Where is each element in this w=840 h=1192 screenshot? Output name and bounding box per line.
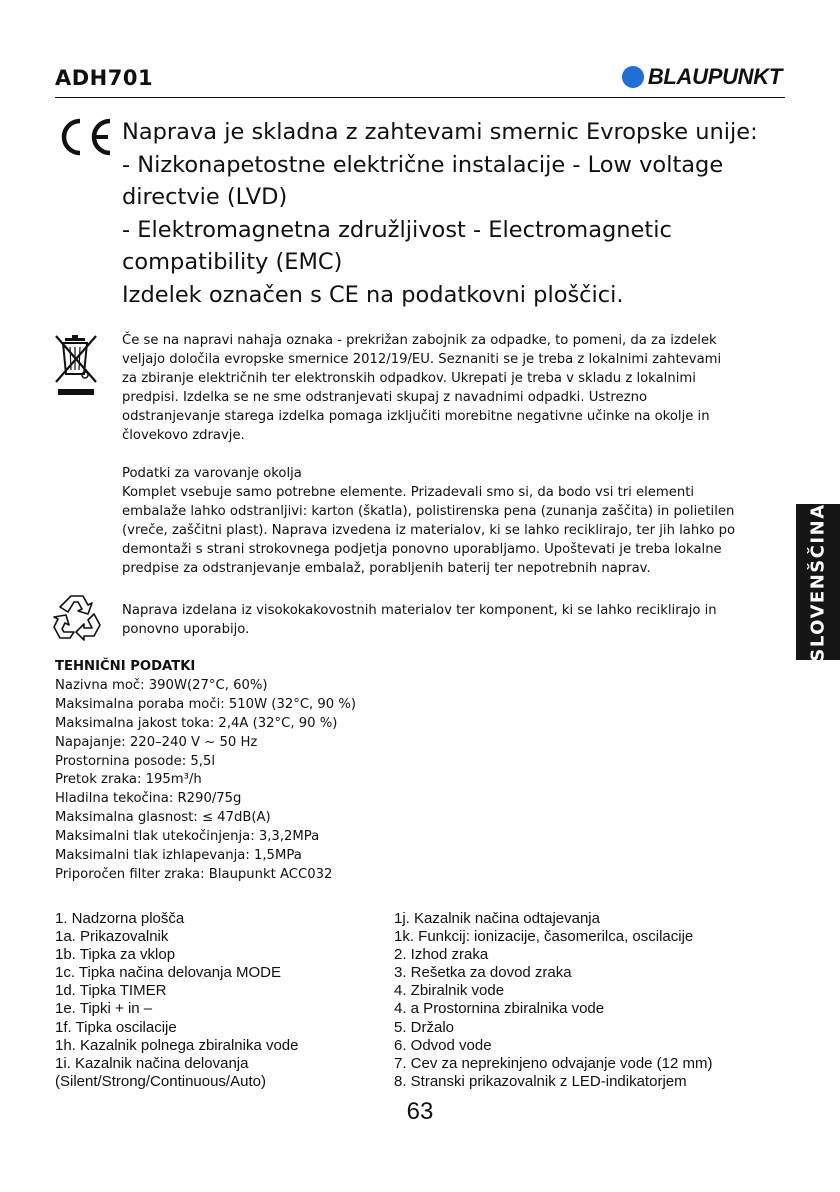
text-line: Podatki za varovanje okolja xyxy=(122,466,302,481)
language-tab-label: SLOVENŠČINA xyxy=(807,502,829,662)
spec-item: Hladilna tekočina: R290/75g xyxy=(55,791,242,807)
text-line: Komplet vsebuje samo potrebne elemente. Prizadevali smo si, da bodo vsi tri elementi xyxy=(122,484,695,500)
parts-list-left xyxy=(55,910,299,1091)
text-line: ponovno uporabijo. xyxy=(122,621,250,637)
parts-list-right xyxy=(394,910,713,1091)
header-divider xyxy=(55,97,785,98)
spec-item: Maksimalna glasnost: ≤ 47dB(A) xyxy=(55,810,271,826)
part-item: (Silent/Strong/Continuous/Auto) xyxy=(55,1072,266,1090)
ce-conformity-notice xyxy=(122,116,812,312)
environment-paragraph xyxy=(122,465,772,578)
spec-item: Maksimalna jakost toka: 2,4A (32°C, 90 %) xyxy=(55,715,338,731)
text-line: demontaži s strani strokovnega podjetja ponovno uporabljamo. Upoštevati je treba lokalne xyxy=(122,541,722,557)
part-item: 1a. Prikazovalnik xyxy=(55,928,169,946)
language-tab xyxy=(796,504,840,660)
part-item: 1k. Funkcij: ionizacije, časomerilca, oscilacije xyxy=(394,928,694,946)
part-item: 2. Izhod zraka xyxy=(394,946,489,964)
text-line: Naprava izdelana iz visokokakovostnih materialov ter komponent, ki se lahko reciklirajo in xyxy=(122,603,717,618)
crossed-bin-icon xyxy=(52,330,102,398)
part-item: 1i. Kazalnik načina delovanja xyxy=(55,1054,249,1072)
weee-paragraph xyxy=(122,332,772,445)
spec-item: Prostornina posode: 5,5l xyxy=(55,753,216,769)
part-item: 1e. Tipki + in – xyxy=(55,1000,153,1018)
ce-line: compatibility (EMC) xyxy=(122,249,343,276)
recycle-paragraph xyxy=(122,602,772,640)
text-line: predpisi. Izdelka se ne sme odstranjevati skupaj z navadnimi odpadki. Ustrezno xyxy=(122,389,648,405)
text-line: (vreče, zaščitni plast). Naprava izvedena iz materialov, ki se lahko reciklirajo, ter jih lahko po xyxy=(122,522,736,538)
text-line: predpise za odstranjevanje embalaž, porabljenih baterij ter nepotrebnih naprav. xyxy=(122,560,651,576)
text-line: odstranjevanje starega izdelka pomaga izključiti morebitne negativne učinke na okolje in xyxy=(122,408,710,424)
text-line: človekovo zdravje. xyxy=(122,427,245,443)
part-item: 1c. Tipka načina delovanja MODE xyxy=(55,964,281,982)
spec-item: Pretok zraka: 195m³/h xyxy=(55,772,202,788)
part-item: 4. Zbiralnik vode xyxy=(394,982,505,1000)
text-line: embalaže lahko odstranljivi: karton (škatla), polistirenska pena (zunanja zaščita) in polietilen xyxy=(122,503,735,519)
text-line: veljajo določila evropske smernice 2012/19/EU. Seznaniti se je treba z lokalnimi zahtevami xyxy=(122,351,722,367)
brand-dot-icon xyxy=(622,66,644,88)
brand-name: BLAUPUNKT xyxy=(647,64,782,89)
part-item: 1h. Kazalnik polnega zbiralnika vode xyxy=(55,1036,299,1054)
page-number: 63 xyxy=(406,1098,434,1125)
text-line: Če se na napravi nahaja oznaka - prekrižan zabojnik za odpadke, to pomeni, da za izdelek xyxy=(122,333,717,348)
part-item: 7. Cev za neprekinjeno odvajanje vode (12 mm) xyxy=(394,1054,713,1072)
specs-title: TEHNIČNI PODATKI xyxy=(55,659,196,674)
ce-line: Izdelek označen s CE na podatkovni ploščici. xyxy=(122,281,624,308)
spec-item: Maksimalna poraba moči: 510W (32°C, 90 %) xyxy=(55,696,357,712)
part-item: 1b. Tipka za vklop xyxy=(55,946,176,964)
part-item: 1. Nadzorna plošča xyxy=(55,910,185,927)
ce-line: Naprava je skladna z zahtevami smernic Evropske unije: xyxy=(122,119,758,145)
brand-logo xyxy=(622,64,782,90)
spec-item: Napajanje: 220–240 V ~ 50 Hz xyxy=(55,734,258,750)
spec-item: Maksimalni tlak izhlapevanja: 1,5MPa xyxy=(55,848,302,864)
spec-item: Maksimalni tlak utekočinjenja: 3,3,2MPa xyxy=(55,829,320,845)
ce-line: directvie (LVD) xyxy=(122,184,288,211)
text-line: za zbiranje električnih ter elektronskih odpadkov. Ukrepati je treba v skladu z lokalnimi xyxy=(122,370,696,386)
ce-line: - Elektromagnetna združljivost - Electromagnetic xyxy=(122,216,672,243)
ce-line: - Nizkonapetostne električne instalacije - Low voltage xyxy=(122,151,724,178)
part-item: 1d. Tipka TIMER xyxy=(55,982,167,1000)
part-item: 3. Rešetka za dovod zraka xyxy=(394,964,572,982)
ce-mark-icon xyxy=(52,117,114,157)
part-item: 4. a Prostornina zbiralnika vode xyxy=(394,1000,605,1018)
recycle-icon xyxy=(52,592,102,642)
spec-item: Priporočen filter zraka: Blaupunkt ACC032 xyxy=(55,866,333,882)
part-item: 5. Držalo xyxy=(394,1018,455,1036)
part-item: 8. Stranski prikazovalnik z LED-indikatorjem xyxy=(394,1072,687,1090)
part-item: 6. Odvod vode xyxy=(394,1036,492,1054)
part-item: 1f. Tipka oscilacije xyxy=(55,1018,177,1036)
spec-item: Nazivna moč: 390W(27°C, 60%) xyxy=(55,677,268,693)
part-item: 1j. Kazalnik načina odtajevanja xyxy=(394,910,600,927)
model-name: ADH701 xyxy=(55,66,154,90)
technical-specs xyxy=(55,658,356,885)
